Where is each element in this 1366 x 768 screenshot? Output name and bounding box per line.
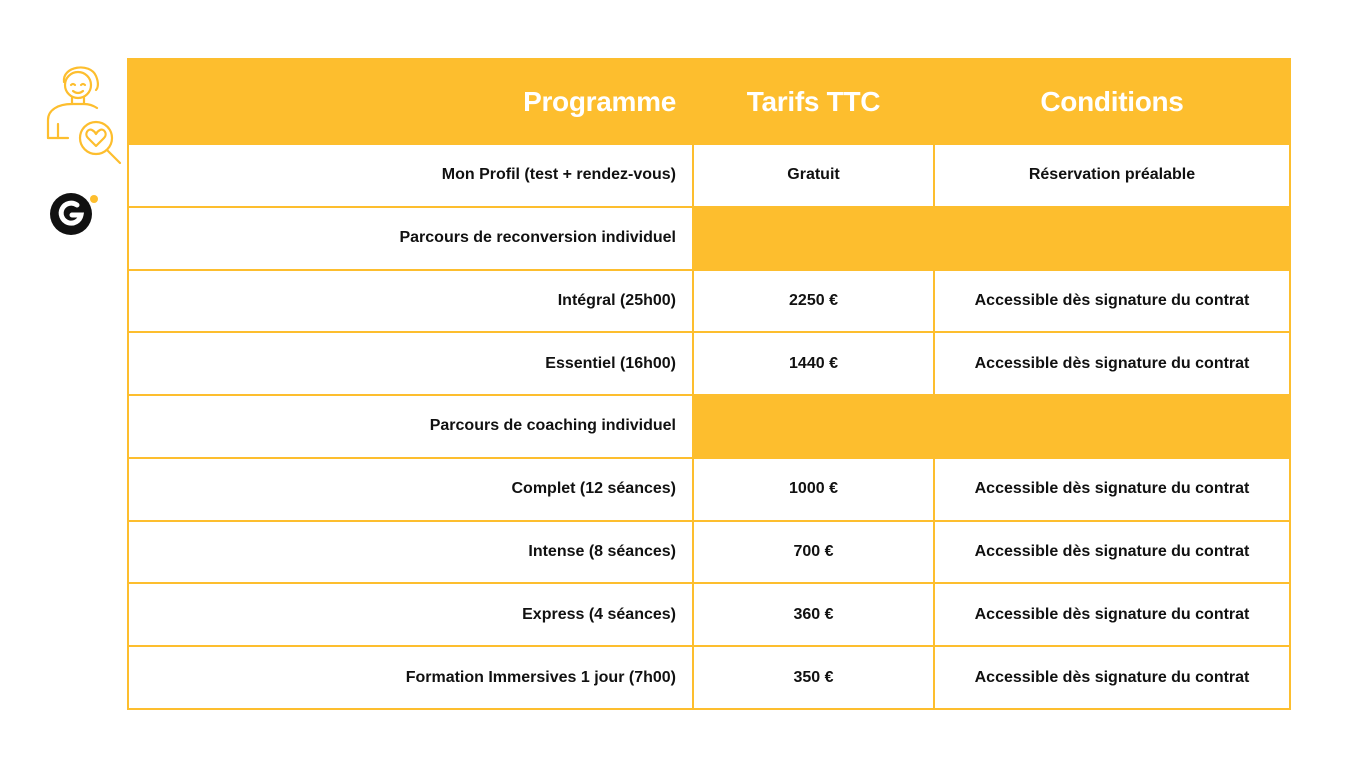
person-with-heart-magnifier-icon — [44, 58, 124, 168]
section-row — [128, 207, 1290, 270]
table-row — [128, 646, 1290, 709]
tariff-table — [127, 58, 1291, 710]
price-cell: 700 € — [693, 521, 934, 584]
programme-cell: Formation Immersives 1 jour (7h00) — [128, 646, 693, 709]
table-row — [128, 521, 1290, 584]
programme-cell: Intégral (25h00) — [128, 270, 693, 333]
g-logo-icon — [50, 193, 100, 235]
price-cell: 1000 € — [693, 458, 934, 521]
price-cell: 350 € — [693, 646, 934, 709]
conditions-cell: Accessible dès signature du contrat — [934, 646, 1290, 709]
section-filler — [693, 207, 1290, 270]
table-row — [128, 144, 1290, 207]
conditions-cell: Accessible dès signature du contrat — [934, 270, 1290, 333]
price-cell: Gratuit — [693, 144, 934, 207]
table-row — [128, 270, 1290, 333]
conditions-cell: Accessible dès signature du contrat — [934, 458, 1290, 521]
programme-cell: Essentiel (16h00) — [128, 332, 693, 395]
header-conditions: Conditions — [934, 59, 1290, 144]
conditions-cell: Accessible dès signature du contrat — [934, 583, 1290, 646]
table-row — [128, 458, 1290, 521]
conditions-cell: Accessible dès signature du contrat — [934, 332, 1290, 395]
programme-cell: Complet (12 séances) — [128, 458, 693, 521]
header-tarifs: Tarifs TTC — [693, 59, 934, 144]
section-filler — [693, 395, 1290, 458]
section-title: Parcours de reconversion individuel — [128, 207, 693, 270]
conditions-cell: Réservation préalable — [934, 144, 1290, 207]
price-cell: 360 € — [693, 583, 934, 646]
programme-cell: Mon Profil (test + rendez-vous) — [128, 144, 693, 207]
price-cell: 2250 € — [693, 270, 934, 333]
programme-cell: Express (4 séances) — [128, 583, 693, 646]
conditions-cell: Accessible dès signature du contrat — [934, 521, 1290, 584]
section-title: Parcours de coaching individuel — [128, 395, 693, 458]
table-row — [128, 332, 1290, 395]
table-row — [128, 583, 1290, 646]
section-row — [128, 395, 1290, 458]
header-programme: Programme — [128, 59, 693, 144]
programme-cell: Intense (8 séances) — [128, 521, 693, 584]
price-cell: 1440 € — [693, 332, 934, 395]
table-header-row — [128, 59, 1290, 144]
